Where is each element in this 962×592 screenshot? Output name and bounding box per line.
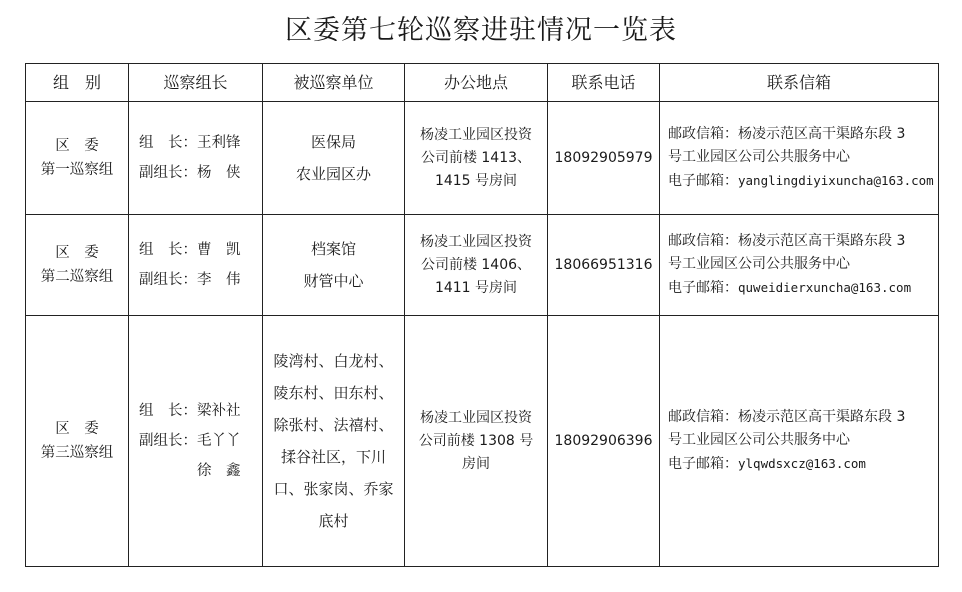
group-cell	[26, 102, 129, 215]
postal-line: 号工业园区公司公共服务中心	[668, 432, 850, 448]
unit-line: 财管中心	[303, 272, 364, 290]
group-line: 第一巡察组	[40, 162, 114, 178]
email-line	[668, 169, 932, 193]
leader-line: 副组长：杨 侠	[139, 165, 241, 181]
leader-line: 组 长：王利锋	[139, 135, 241, 151]
email-address: yanglingdiyixuncha@163.com	[738, 173, 934, 188]
address-cell	[405, 102, 548, 215]
email-line	[668, 276, 932, 300]
group-line: 第二巡察组	[40, 269, 114, 285]
group-line: 区 委	[55, 421, 99, 437]
leaders-cell	[129, 102, 263, 215]
email-label: 电子邮箱：	[668, 280, 738, 296]
group-line: 第三巡察组	[40, 445, 114, 461]
page-title: 区委第七轮巡察进驻情况一览表	[285, 15, 677, 46]
address-line: 房间	[462, 455, 490, 472]
postal-line: 邮政信箱：杨凌示范区高干渠路东段 3	[668, 409, 906, 425]
postal-line: 号工业园区公司公共服务中心	[668, 256, 850, 272]
header-leader: 巡察组长	[129, 64, 263, 102]
inspection-table	[25, 63, 939, 567]
header-address: 办公地点	[405, 64, 548, 102]
address-line: 公司前楼 1413、	[420, 149, 532, 166]
address-cell	[405, 316, 548, 567]
address-line: 1415 号房间	[434, 172, 518, 189]
header-row	[26, 64, 939, 102]
address-line: 1411 号房间	[434, 279, 518, 296]
leaders-cell	[129, 215, 263, 316]
unit-line: 农业园区办	[295, 165, 371, 183]
leader-line: 副组长：毛丫丫	[139, 433, 241, 449]
units-cell	[263, 215, 405, 316]
group-line: 区 委	[55, 138, 99, 154]
unit-line: 档案馆	[310, 240, 356, 258]
unit-line: 除张村、法禧村、	[273, 416, 394, 434]
unit-line: 口、张家岗、乔家	[273, 480, 394, 498]
unit-line: 医保局	[310, 133, 356, 151]
mailbox-cell	[660, 215, 939, 316]
leader-line: 组 长：梁补社	[139, 403, 241, 419]
unit-line: 底村	[318, 512, 349, 530]
phone-cell: 18092906396	[548, 316, 660, 567]
mailbox-cell	[660, 102, 939, 215]
address-line: 杨凌工业园区投资	[420, 409, 532, 426]
unit-line: 陵东村、田东村、	[273, 384, 394, 402]
table-row	[26, 316, 939, 567]
table-row	[26, 215, 939, 316]
address-line: 杨凌工业园区投资	[420, 126, 532, 143]
address-line: 公司前楼 1406、	[420, 256, 532, 273]
header-group: 组 别	[26, 64, 129, 102]
leader-line: 副组长：李 伟	[139, 272, 241, 288]
group-cell	[26, 215, 129, 316]
mailbox-cell	[660, 316, 939, 567]
email-address: ylqwdsxcz@163.com	[738, 456, 866, 471]
address-cell	[405, 215, 548, 316]
leaders-cell	[129, 316, 263, 567]
table-row	[26, 102, 939, 215]
email-label: 电子邮箱：	[668, 173, 738, 189]
unit-line: 揉谷社区，下川	[280, 448, 386, 466]
header-phone: 联系电话	[548, 64, 660, 102]
postal-line: 邮政信箱：杨凌示范区高干渠路东段 3	[668, 233, 906, 249]
email-label: 电子邮箱：	[668, 456, 738, 472]
header-unit: 被巡察单位	[263, 64, 405, 102]
address-line: 杨凌工业园区投资	[420, 233, 532, 250]
phone-cell: 18092905979	[548, 102, 660, 215]
header-mailbox: 联系信箱	[660, 64, 939, 102]
postal-line: 邮政信箱：杨凌示范区高干渠路东段 3	[668, 126, 906, 142]
leader-line: 徐 鑫	[139, 463, 241, 479]
units-cell	[263, 102, 405, 215]
email-address: quweidierxuncha@163.com	[738, 280, 912, 295]
units-cell	[263, 316, 405, 567]
group-line: 区 委	[55, 245, 99, 261]
group-cell	[26, 316, 129, 567]
unit-line: 陵湾村、白龙村、	[273, 352, 394, 370]
email-line	[668, 452, 932, 476]
leader-line: 组 长：曹 凯	[139, 242, 241, 258]
address-line: 公司前楼 1308 号	[418, 432, 534, 449]
phone-cell: 18066951316	[548, 215, 660, 316]
postal-line: 号工业园区公司公共服务中心	[668, 149, 850, 165]
